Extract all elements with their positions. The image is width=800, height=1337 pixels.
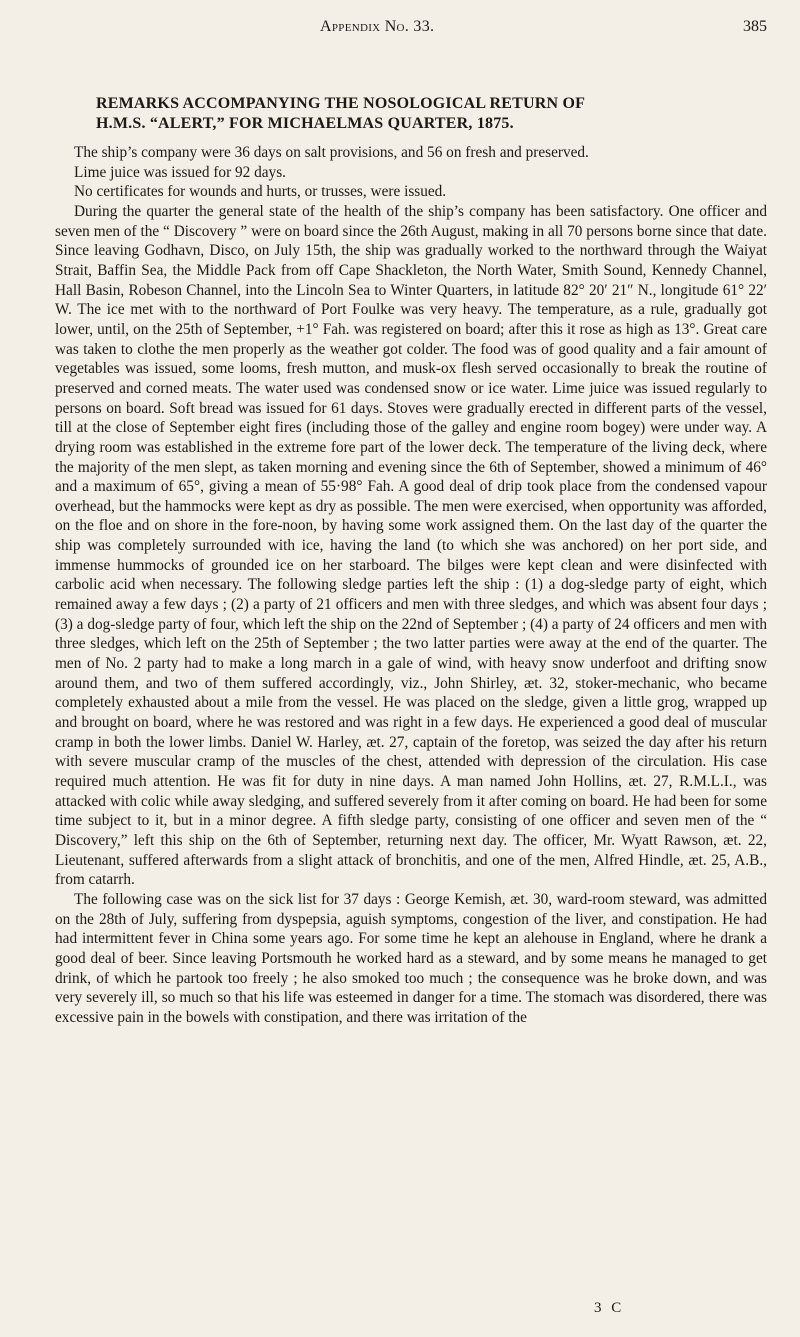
paragraph-lime-juice: Lime juice was issued for 92 days. — [74, 163, 286, 181]
paragraph-sick-case: The following case was on the sick list for 37 days : George Kemish, æt. 30, ward-room steward, was admitted on the 28th of July, suffering from dyspepsia, aguish symptoms, congestion of the liver, and constipation. He had had intermittent fever in China some years ago. For some time he kept an alehouse in England, where he drank a good deal of beer. Since leaving Portsmouth he worked hard as a steward, and by some means he managed to get drink, of which he partook too freely ; he also smoked too much ; the consequence was he broke down, and was very severely ill, so much so that his life was esteemed in danger for a time. The stomach was disordered, there was excessive pain in the bowels with constipation, and there was irritation of the — [55, 890, 767, 1026]
report-body — [55, 143, 767, 1028]
paragraph-certificates: No certificates for wounds and hurts, or trusses, were issued. — [74, 183, 447, 201]
paragraph-general-health: During the quarter the general state of the health of the ship’s company has been satisfactory. One officer and seven men of the “ Discovery ” were on board since the 26th August, making in all 70 persons borne since that date. Since leaving Godhavn, Disco, on July 15th, the ship was gradually worked to the northward through the Waiyat Strait, Baffin Sea, the Middle Pack from off Cape Shackleton, the North Water, Smith Sound, Kennedy Channel, Hall Basin, Robeson Channel, into the Lincoln Sea to Winter Quarters, in latitude 82° 20′ 21″ N., longitude 61° 22′ W. The ice met with to the northward of Port Foulke was very heavy. The temperature, as a rule, gradually got lower, until, on the 25th of September, +1° Fah. was registered on board; after this it rose as high as 13°. Great care was taken to clothe the men properly as the weather got colder. The food was of good quality and a fair amount of vegetables was issued, some looms, fresh mutton, and musk-ox flesh served occasionally to break the routine of preserved and corned meats. The water used was condensed snow or ice water. Lime juice was issued regularly to persons on board. Soft bread was issued for 61 days. Stoves were gradually erected in different parts of the vessel, till at the close of September eight fires (including those of the galley and engine room bogey) were under way. A drying room was established in the extreme fore part of the lower deck. The temperature of the living deck, where the majority of the men slept, as taken morning and evening since the 6th of September, showed a minimum of 46° and a maximum of 65°, giving a mean of 55·98° Fah. A good deal of drip took place from the condensed vapour overhead, but the hammocks were kept as dry as possible. The men were exercised, when opportunity was afforded, on the floe and on shore in the fore-noon, by having some work assigned them. On the last day of the quarter the ship was completely surrounded with ice, having the land (to which she was anchored) on her port side, and immense hummocks of grounded ice on her starboard. The bilges were kept clean and were disinfected with carbolic acid when necessary. The following sledge parties left the ship : (1) a dog-sledge party of eight, which remained away a few days ; (2) a party of 21 officers and men with three sledges, and which was absent four days ; (3) a dog-sledge party of four, which left the ship on the 22nd of September ; (4) a party of 24 officers and men with three sledges, which left on the 25th of September ; the two latter parties were away at the end of the quarter. The men of No. 2 party had to make a long march in a gale of wind, with heavy snow underfoot and drifting snow around them, and two of them suffered accordingly, viz., John Shirley, æt. 32, stoker-mechanic, who became completely exhausted about a mile from the vessel. He was placed on the sledge, given a little grog, wrapped up and brought on board, where he was restored and was right in a few days. He experienced a good deal of muscular cramp in both the lower limbs. Daniel W. Harley, æt. 27, captain of the foretop, was seized the day after his return with severe muscular cramp of the muscles of the chest, attended with depression of the circulation. His case required much attention. He was fit for duty in nine days. A man named John Hollins, æt. 27, R.M.L.I., was attacked with colic while away sledging, and suffered severely from it after coming on board. He had been for some time subject to it, but in a minor degree. A fifth sledge party, consisting of one officer and seven men of the “ Discovery,” left this ship on the 6th of September, returning next day. The officer, Mr. Wyatt Rawson, æt. 22, Lieutenant, suffered afterwards from a slight attack of bronchitis, and one of the men, Alfred Hindle, æt. 25, A.B., from catarrh. — [55, 202, 767, 889]
paragraph-provisions: The ship’s company were 36 days on salt provisions, and 56 on fresh and preserved. — [74, 144, 589, 161]
report-title-line-1: REMARKS ACCOMPANYING THE NOSOLOGICAL RETURN OF — [96, 95, 586, 112]
signature-mark: 3 C — [594, 1300, 625, 1316]
report-title — [96, 94, 746, 134]
page-number: 385 — [743, 18, 767, 35]
header-title: Appendix No. 33. — [320, 18, 435, 35]
report-title-line-2: H.M.S. “ALERT,” FOR MICHAELMAS QUARTER, 1875. — [96, 115, 514, 132]
running-header — [0, 18, 800, 42]
